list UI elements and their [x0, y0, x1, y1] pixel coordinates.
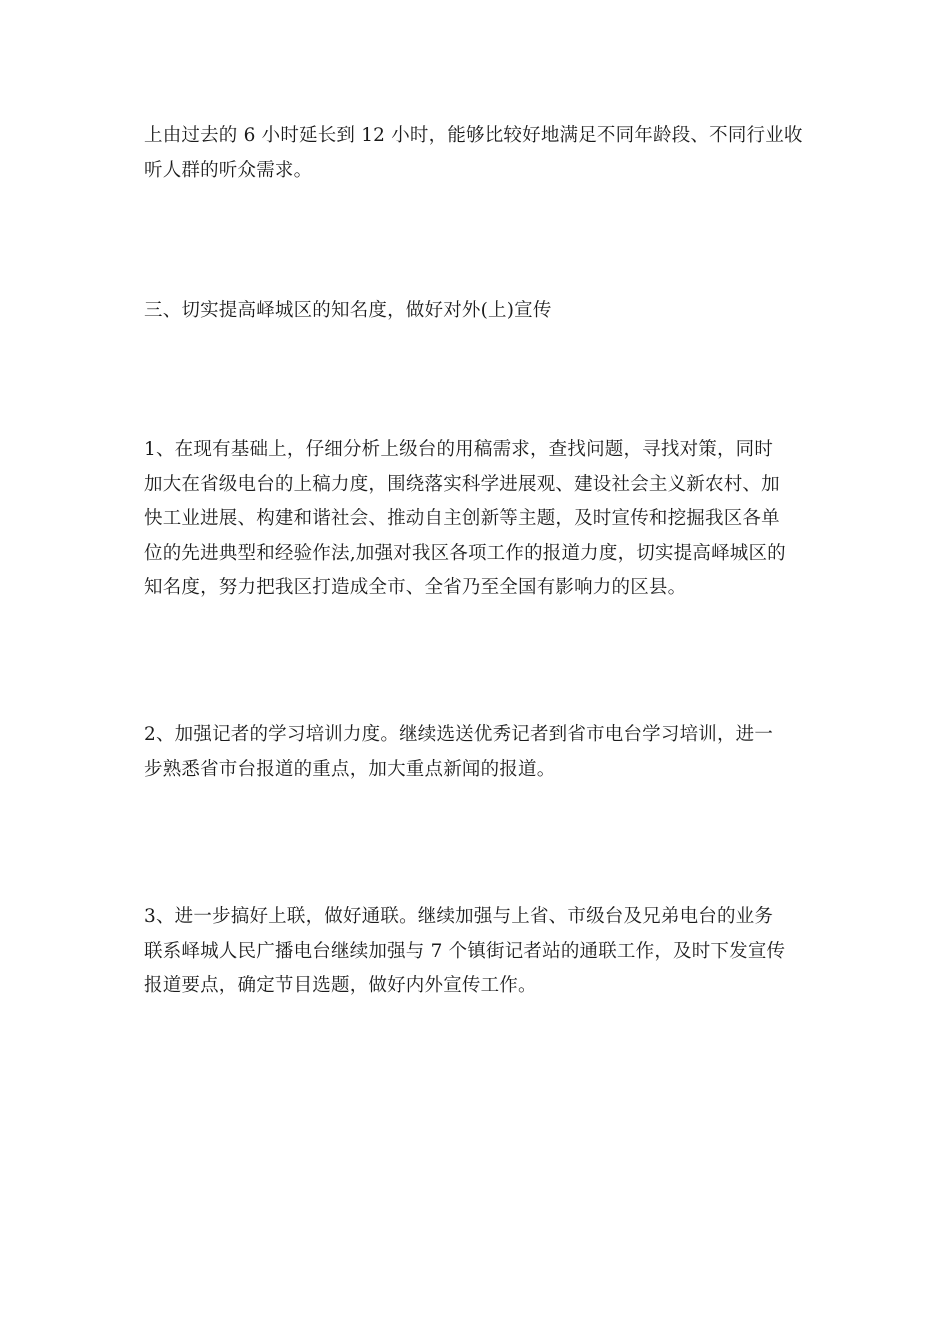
text-line: 快工业进展、构建和谐社会、推动自主创新等主题，及时宣传和挖掘我区各单: [144, 508, 780, 529]
list-item-1: [144, 433, 808, 606]
text-line: 联系峄城人民广播电台继续加强与 7 个镇街记者站的通联工作，及时下发宣传: [144, 940, 786, 962]
text-line: 3、进一步搞好上联，做好通联。继续加强与上省、市级台及兄弟电台的业务: [144, 906, 774, 927]
text-line: 步熟悉省市台报道的重点，加大重点新闻的报道。: [144, 758, 556, 780]
list-item-2: [144, 718, 808, 787]
paragraph-continuation: [144, 119, 808, 188]
text-line: 2、加强记者的学习培训力度。继续选送优秀记者到省市电台学习培训，进一: [144, 724, 774, 745]
text-line: 上由过去的 6 小时延长到 12 小时，能够比较好地满足不同年龄段、不同行业收: [144, 125, 803, 146]
text-line: 1、在现有基础上，仔细分析上级台的用稿需求，查找问题，寻找对策，同时: [144, 439, 774, 460]
text-line: 知名度，努力把我区打造成全市、全省乃至全国有影响力的区县。: [144, 577, 687, 598]
text-line: 听人群的听众需求。: [144, 159, 313, 181]
section-heading: [144, 294, 808, 329]
heading-text: 三、切实提高峄城区的知名度，做好对外(上)宣传: [144, 300, 552, 321]
text-line: 报道要点，确定节目选题，做好内外宣传工作。: [144, 975, 537, 996]
text-line: 位的先进典型和经验作法,加强对我区各项工作的报道力度，切实提高峄城区的: [144, 542, 786, 564]
text-line: 加大在省级电台的上稿力度，围绕落实科学进展观、建设社会主义新农村、加: [144, 473, 780, 495]
list-item-3: [144, 900, 808, 1004]
